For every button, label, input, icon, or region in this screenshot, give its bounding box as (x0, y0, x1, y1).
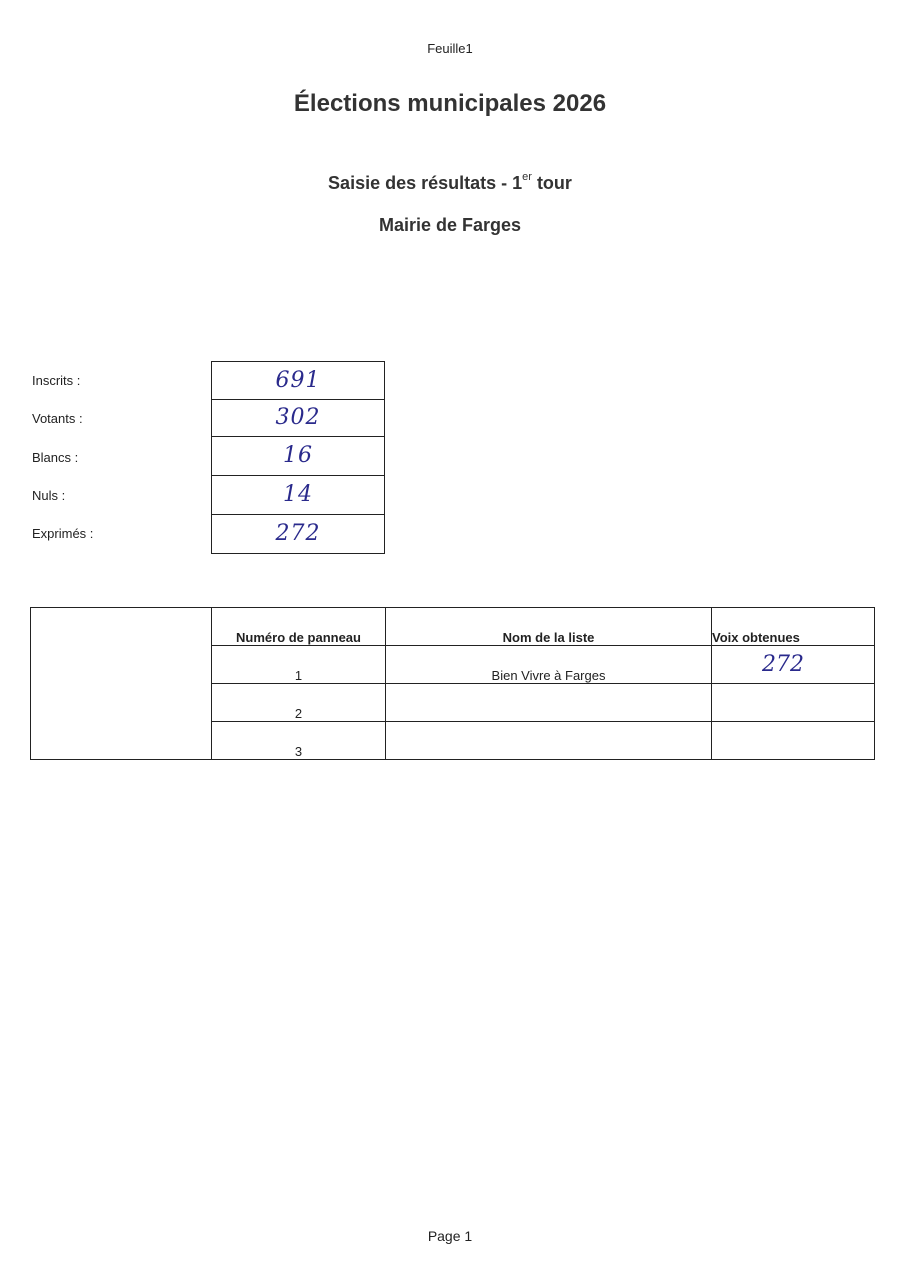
list-name (386, 722, 712, 760)
subtitle (0, 173, 900, 194)
votes-value: 272 (712, 646, 875, 684)
stat-label-exprimes: Exprimés : (32, 526, 94, 541)
stat-value-votants: 302 (211, 399, 385, 437)
blank-cell (31, 608, 212, 760)
votes-value (712, 722, 875, 760)
stat-value-inscrits: 691 (211, 361, 385, 400)
panel-number: 2 (212, 684, 386, 722)
stat-value-blancs: 16 (211, 437, 385, 476)
panel-number: 1 (212, 646, 386, 684)
subtitle-prefix: Saisie des résultats - 1 (328, 173, 523, 193)
stat-label-nuls: Nuls : (32, 488, 66, 503)
stat-label-blancs: Blancs : (32, 450, 79, 465)
column-header-votes: Voix obtenues (712, 608, 875, 646)
column-header-list-name: Nom de la liste (386, 608, 712, 646)
stat-value-nuls: 14 (211, 476, 385, 515)
page-number: Page 1 (427, 1228, 473, 1244)
list-name: Bien Vivre à Farges (386, 646, 712, 684)
list-name (386, 684, 712, 722)
page-title: Élections municipales 2026 (293, 90, 607, 117)
subtitle-superscript: er (522, 171, 532, 183)
column-header-panel: Numéro de panneau (212, 608, 386, 646)
stat-label-inscrits: Inscrits : (32, 373, 81, 388)
location-title: Mairie de Farges (378, 215, 522, 235)
results-table (30, 607, 875, 760)
panel-number: 3 (212, 722, 386, 760)
table-header-row (31, 608, 875, 646)
stat-value-exprimes: 272 (211, 515, 385, 554)
votes-value (712, 684, 875, 722)
sheet-name: Feuille1 (427, 41, 473, 56)
subtitle-suffix: tour (531, 173, 572, 193)
stat-label-votants: Votants : (32, 411, 83, 426)
